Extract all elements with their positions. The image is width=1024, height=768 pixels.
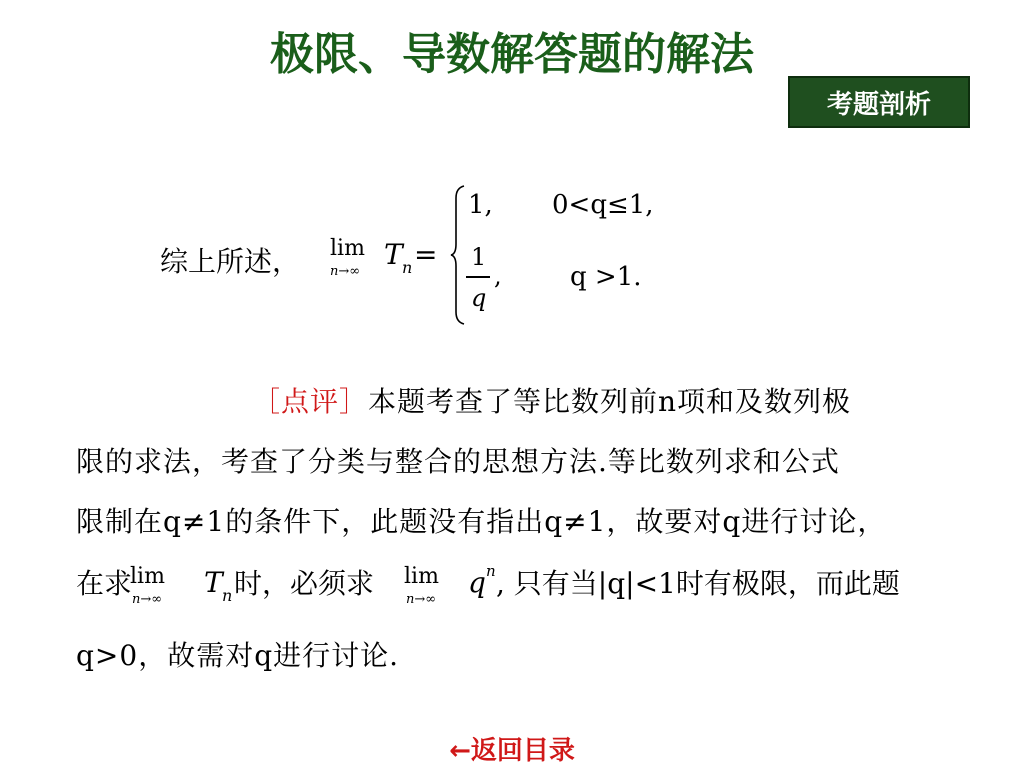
line4-lim-2-sub: n→∞ bbox=[406, 592, 437, 607]
case2-denominator: q bbox=[471, 284, 487, 312]
comment-line-2: 限的求法，考查了分类与整合的思想方法.等比数列求和公式 bbox=[76, 445, 840, 478]
line4-T-sub: n bbox=[222, 586, 233, 605]
comment-line-3: 限制在q≠1的条件下，此题没有指出q≠1，故要对q进行讨论， bbox=[76, 505, 887, 538]
back-arrow-icon: ← bbox=[449, 736, 471, 766]
comment-line-1-text: 本题考查了等比数列前n项和及数列极 bbox=[368, 385, 852, 418]
formula-equals: = bbox=[414, 238, 438, 271]
line4-start: 在求 bbox=[76, 567, 133, 600]
line4-lim-1-sub: n→∞ bbox=[132, 592, 163, 607]
comment-tag: ［点评］ bbox=[252, 385, 369, 418]
formula-lim-sub: n→∞ bbox=[330, 264, 361, 279]
formula-T: T bbox=[384, 238, 403, 271]
line4-middle: 时，必须求 bbox=[234, 567, 375, 600]
case2-condition: q >1. bbox=[570, 262, 642, 292]
comment-line-1 bbox=[252, 380, 851, 420]
page-title: 极限、导数解答题的解法 bbox=[270, 29, 754, 80]
formula-lim: lim bbox=[330, 236, 365, 261]
line4-end: , 只有当|q|<1时有极限，而此题 bbox=[496, 567, 900, 600]
line4-T: T bbox=[204, 566, 223, 599]
fraction-bar bbox=[466, 276, 490, 278]
case2-comma: , bbox=[494, 262, 502, 290]
formula-T-sub: n bbox=[402, 258, 413, 277]
line4-q: q bbox=[468, 566, 486, 599]
left-brace bbox=[450, 184, 466, 326]
back-label: 返回目录 bbox=[470, 736, 575, 766]
line4-q-sup: n bbox=[486, 562, 496, 580]
back-to-contents-link[interactable] bbox=[0, 730, 1024, 767]
line4-lim-2: lim bbox=[404, 564, 439, 589]
line4-lim-1: lim bbox=[130, 564, 165, 589]
section-badge: 考题剖析 bbox=[788, 76, 970, 128]
formula-lead: 综上所述， bbox=[160, 245, 301, 278]
case2-numerator: 1 bbox=[471, 243, 487, 271]
case1-condition: 0<q≤1, bbox=[552, 190, 654, 220]
comment-line-5: q>0，故需对q进行讨论. bbox=[76, 639, 400, 672]
case1-value: 1, bbox=[468, 190, 493, 220]
